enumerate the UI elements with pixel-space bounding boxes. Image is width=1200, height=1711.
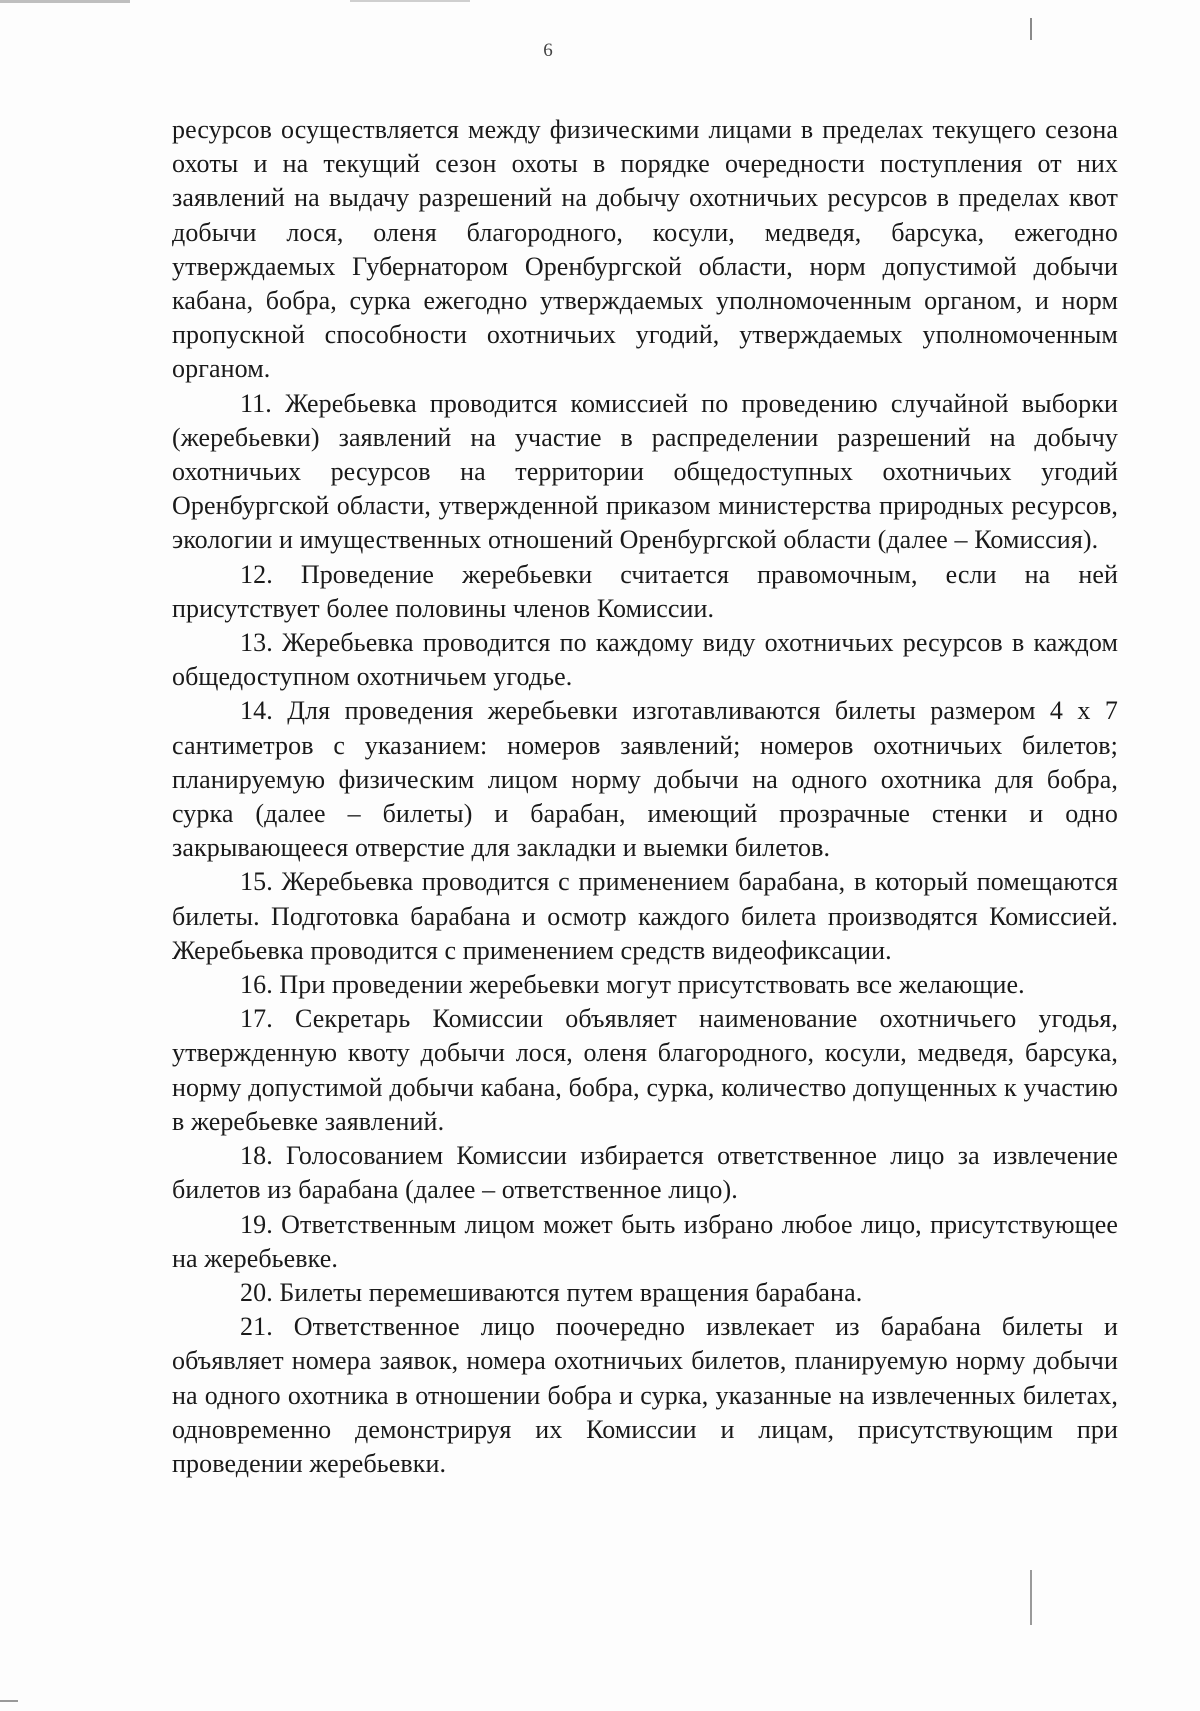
paragraph-item-11: 11. Жеребьевка проводится комиссией по проведению случайной выборки (жеребьевки) заявлений на участие в распределении разрешений на добычу охотничьих ресурсов на территории общедоступных охотничьих угодий Оренбургской области, утвержденной приказом министерства природных ресурсов, экологии и имущественных отношений Оренбургской области (далее – Комиссия). (172, 388, 1118, 555)
paragraph-item-17: 17. Секретарь Комиссии объявляет наименование охотничьего угодья, утвержденную квоту добычи лося, оленя благородного, косули, медведя, барсука, норму допустимой добычи кабана, бобра, сурка, количество допущенных к участию в жеребьевке заявлений. (172, 1004, 1118, 1136)
paragraph-item-15: 15. Жеребьевка проводится с применением барабана, в который помещаются билеты. Подготовка барабана и осмотр каждого билета производятся Комиссией. Жеребьевка проводится с применением средств видеофиксации. (172, 867, 1118, 965)
paragraph-item-18: 18. Голосованием Комиссии избирается ответственное лицо за извлечение билетов из барабана (далее – ответственное лицо). (172, 1141, 1118, 1205)
scan-edge-artifact (0, 0, 130, 3)
paragraph-item-13: 13. Жеребьевка проводится по каждому виду охотничьих ресурсов в каждом общедоступном охотничьем угодье. (172, 628, 1118, 692)
scan-edge-artifact (1030, 1570, 1032, 1625)
paragraph-item-19: 19. Ответственным лицом может быть избрано любое лицо, присутствующее на жеребьевке. (172, 1209, 1118, 1273)
page-number: 6 (543, 40, 553, 61)
scan-edge-artifact (1030, 18, 1032, 40)
paragraph-item-14: 14. Для проведения жеребьевки изготавливаются билеты размером 4 х 7 сантиметров с указанием: номеров заявлений; номеров охотничьих билетов; планируемую физическим лицом норму добычи на одного охотника для бобра, сурка (далее – билеты) и барабан, имеющий прозрачные стенки и одно закрывающееся отверстие для закладки и выемки билетов. (172, 696, 1118, 863)
scan-edge-artifact (0, 1700, 18, 1702)
scan-edge-artifact (350, 0, 470, 2)
document-body (172, 113, 1118, 1481)
paragraph-continuation: ресурсов осуществляется между физическими лицами в пределах текущего сезона охоты и на текущий сезон охоты в порядке очередности поступления от них заявлений на выдачу разрешений на добычу охотничьих ресурсов в пределах квот добычи лося, оленя благородного, косули, медведя, барсука, ежегодно утверждаемых Губернатором Оренбургской области, норм допустимой добычи кабана, бобра, сурка ежегодно утверждаемых уполномоченным органом, и норм пропускной способности охотничьих угодий, утверждаемых уполномоченным органом. (172, 115, 1118, 384)
paragraph-item-12: 12. Проведение жеребьевки считается правомочным, если на ней присутствует более половины членов Комиссии. (172, 559, 1118, 623)
paragraph-item-20: 20. Билеты перемешиваются путем вращения барабана. (240, 1277, 863, 1307)
paragraph-item-16: 16. При проведении жеребьевки могут присутствовать все желающие. (240, 970, 1025, 1000)
paragraph-item-21: 21. Ответственное лицо поочередно извлекает из барабана билеты и объявляет номера заявок, номера охотничьих билетов, планируемую норму добычи на одного охотника в отношении бобра и сурка, указанные на извлеченных билетах, одновременно демонстрируя их Комиссии и лицам, присутствующим при проведении жеребьевки. (172, 1312, 1118, 1478)
